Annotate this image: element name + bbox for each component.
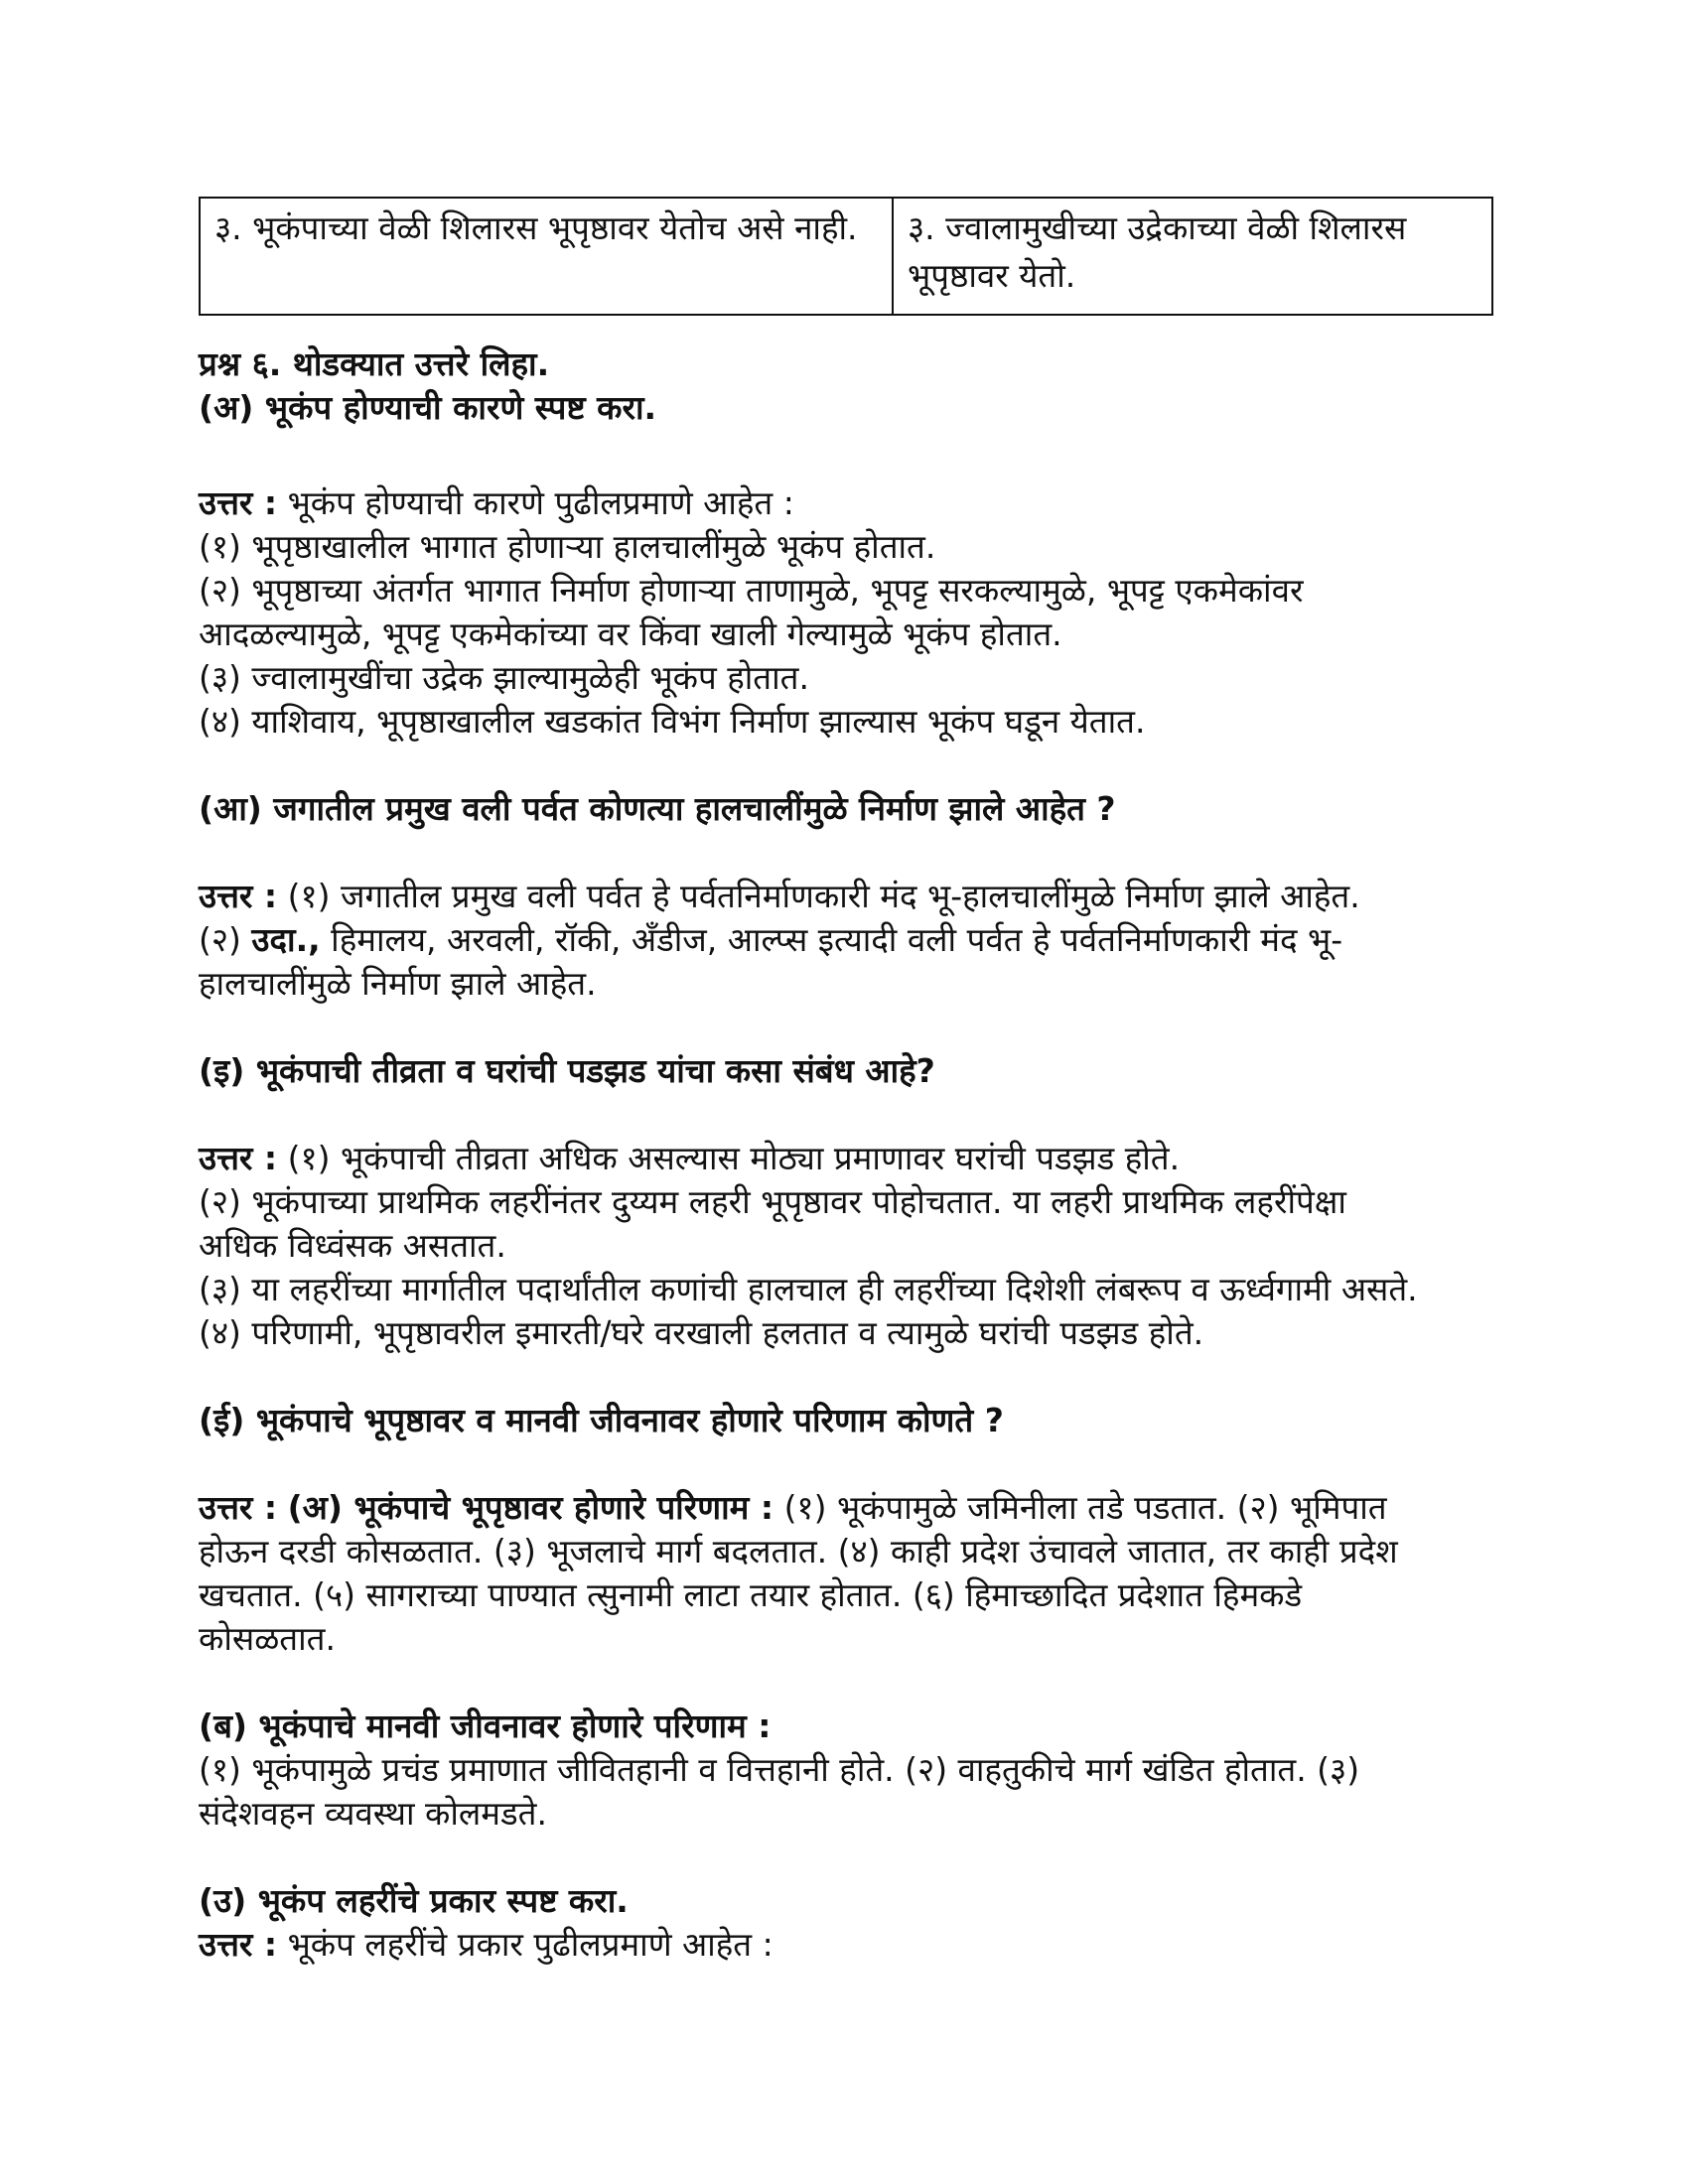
answer-i-line: उत्तर : (१) भूकंपाची तीव्रता अधिक असल्यास मोठ्या प्रमाणावर घरांची पडझड होते. (199, 1139, 1181, 1177)
answer-a-point: आदळल्यामुळे, भूपट्ट एकमेकांच्या वर किंवा खाली गेल्यामुळे भूकंप होतात. (199, 614, 1062, 653)
answer-i-point: (२) भूकंपाच्या प्राथमिक लहरींनंतर दुय्यम लहरी भूपृष्ठावर पोहोचतात. या लहरी प्राथमिक लहरींपेक्षा (199, 1182, 1346, 1221)
question-ii: (ई) भूकंपाचे भूपृष्ठावर व मानवी जीवनावर होणारे परिणाम कोणते ? (199, 1401, 1004, 1439)
question-a: (अ) भूकंप होण्याची कारणे स्पष्ट करा. (199, 388, 657, 427)
answer-label: उत्तर : (199, 1925, 278, 1964)
answer-label: उत्तर : (199, 1488, 278, 1527)
table-cell-earthquake: ३. भूकंपाच्या वेळी शिलारस भूपृष्ठावर येतोच असे नाही. (200, 198, 893, 315)
answer-ii-a-line: उत्तर : (अ) भूकंपाचे भूपृष्ठावर होणारे परिणाम : (१) भूकंपामुळे जमिनीला तडे पडतात. (२) भूमिपात (199, 1488, 1387, 1527)
answer-a-intro: उत्तर : भूकंप होण्याची कारणे पुढीलप्रमाणे आहेत : (199, 483, 794, 522)
answer-label: उत्तर : (199, 1139, 278, 1177)
question-u: (उ) भूकंप लहरींचे प्रकार स्पष्ट करा. (199, 1881, 629, 1920)
answer-label: उत्तर : (199, 483, 278, 522)
answer-a-point: (२) भूपृष्ठाच्या अंतर्गत भागात निर्माण होणाऱ्या ताणामुळे, भूपट्ट सरकल्यामुळे, भूपट्ट एकमेकांवर (199, 571, 1304, 610)
table-cell-volcano: ३. ज्वालामुखीच्या उद्रेकाच्या वेळी शिलारस भूपृष्ठावर येतो. (893, 198, 1492, 315)
answer-ii-a-line: कोसळतात. (199, 1619, 336, 1658)
answers-section (199, 342, 1489, 1967)
question-i: (इ) भूकंपाची तीव्रता व घरांची पडझड यांचा कसा संबंध आहे? (199, 1051, 935, 1090)
question-aa: (आ) जगातील प्रमुख वली पर्वत कोणत्या हालचालींमुळे निर्माण झाले आहेत ? (199, 789, 1116, 828)
answer-aa-line: हालचालींमुळे निर्माण झाले आहेत. (199, 964, 597, 1003)
answer-a-point: (४) याशिवाय, भूपृष्ठाखालील खडकांत विभंग निर्माण झाल्यास भूकंप घडून येतात. (199, 702, 1146, 741)
answer-ii-a-line: खचतात. (५) सागराच्या पाण्यात त्सुनामी लाटा तयार होतात. (६) हिमाच्छादित प्रदेशात हिमकडे (199, 1575, 1303, 1614)
answer-a-point: (१) भूपृष्ठाखालील भागात होणाऱ्या हालचालींमुळे भूकंप होतात. (199, 527, 936, 566)
answer-ii-b-line: संदेशवहन व्यवस्था कोलमडते. (199, 1794, 547, 1833)
answer-label: उत्तर : (199, 877, 278, 915)
answer-i-point: (४) परिणामी, भूपृष्ठावरील इमारती/घरे वरखाली हलतात व त्यामुळे घरांची पडझड होते. (199, 1313, 1204, 1352)
answer-ii-b-title: (ब) भूकंपाचे मानवी जीवनावर होणारे परिणाम : (199, 1706, 772, 1745)
answer-a-point: (३) ज्वालामुखींचा उद्रेक झाल्यामुळेही भूकंप होतात. (199, 658, 809, 697)
answer-ii-a-line: होऊन दरडी कोसळतात. (३) भूजलाचे मार्ग बदलतात. (४) काही प्रदेश उंचावले जातात, तर काही प्रदेश (199, 1532, 1398, 1570)
answer-u-intro: उत्तर : भूकंप लहरींचे प्रकार पुढीलप्रमाणे आहेत : (199, 1925, 774, 1964)
question-heading: प्रश्न ६. थोडक्यात उत्तरे लिहा. (199, 344, 550, 383)
answer-i-point: अधिक विध्वंसक असतात. (199, 1226, 506, 1265)
comparison-table (199, 197, 1493, 316)
answer-aa-line: उत्तर : (१) जगातील प्रमुख वली पर्वत हे पर्वतनिर्माणकारी मंद भू-हालचालींमुळे निर्माण झाले आहेत. (199, 877, 1360, 915)
answer-aa-line: (२) उदा., हिमालय, अरवली, रॉकी, अँडीज, आल्प्स इत्यादी वली पर्वत हे पर्वतनिर्माणकारी मंद भू- (199, 920, 1343, 959)
answer-ii-b-line: (१) भूकंपामुळे प्रचंड प्रमाणात जीवितहानी व वित्तहानी होते. (२) वाहतुकीचे मार्ग खंडित होतात. (३) (199, 1750, 1360, 1789)
answer-i-point: (३) या लहरींच्या मार्गातील पदार्थांतील कणांची हालचाल ही लहरींच्या दिशेशी लंबरूप व ऊर्ध्वगामी असते. (199, 1270, 1418, 1308)
table-row (200, 198, 1492, 315)
